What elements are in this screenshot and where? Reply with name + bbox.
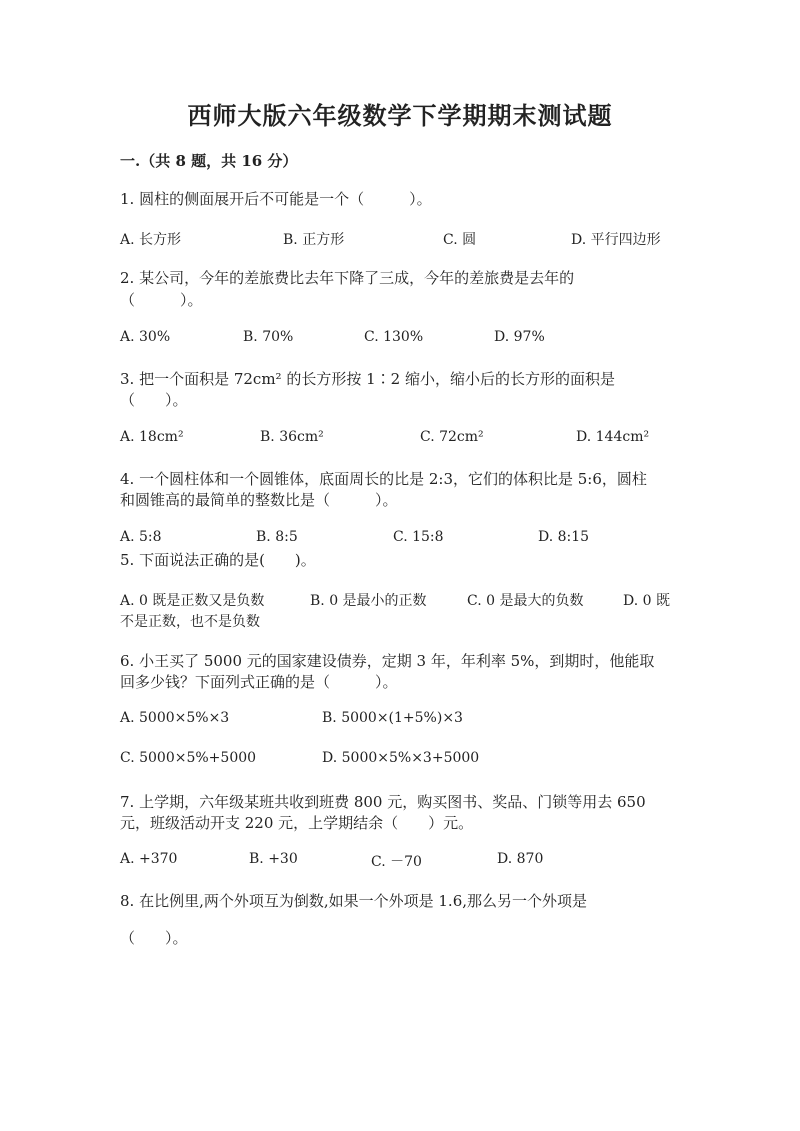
question-5-option-a: A. 0 既是正数又是负数	[120, 593, 265, 609]
question-4-text: 4. 一个圆柱体和一个圆锥体，底面周长的比是 2:3，它们的体积比是 5:6，圆柱	[120, 470, 647, 488]
question-4-option-a: A. 5:8	[120, 529, 162, 545]
question-3-option-b: B. 36cm²	[260, 429, 324, 445]
question-2-option-b: B. 70%	[243, 329, 294, 345]
question-2-option-d: D. 97%	[494, 329, 545, 345]
question-5-option-b: B. 0 是最小的正数	[310, 593, 427, 609]
question-5-option-d-cont: 不是正数，也不是负数	[120, 614, 260, 630]
question-4-option-d: D. 8:15	[538, 529, 590, 545]
question-3-option-a: A. 18cm²	[120, 429, 184, 445]
question-2-text: 2. 某公司，今年的差旅费比去年下降了三成，今年的差旅费是去年的	[120, 269, 575, 287]
question-2-option-a: A. 30%	[120, 329, 171, 345]
question-1-option-c: C. 圆	[443, 232, 477, 248]
question-3-option-d: D. 144cm²	[576, 429, 650, 445]
question-1-option-a: A. 长方形	[120, 232, 182, 248]
question-7-option-c: C. －70	[371, 854, 422, 870]
question-6-option-a: A. 5000×5%×3	[120, 710, 230, 726]
question-5-option-d: D. 0 既	[623, 593, 670, 609]
question-7-option-b: B. +30	[249, 851, 298, 867]
question-1-text: 1. 圆柱的侧面展开后不可能是一个（ ）。	[120, 190, 432, 208]
question-3-text-cont: （ ）。	[120, 391, 188, 409]
question-4-option-b: B. 8:5	[256, 529, 298, 545]
question-6-text-cont: 回多少钱？下面列式正确的是（ ）。	[120, 673, 398, 691]
question-8-text-cont: （ ）。	[120, 929, 188, 947]
page-title: 西师大版六年级数学下学期期末测试题	[187, 101, 613, 130]
question-7-option-a: A. +370	[120, 851, 178, 867]
question-4-text-cont: 和圆锥高的最简单的整数比是（ ）。	[120, 491, 398, 509]
question-2-option-c: C. 130%	[364, 329, 424, 345]
question-6-text: 6. 小王买了 5000 元的国家建设债券，定期 3 年，年利率 5%，到期时，他能取	[120, 652, 655, 670]
question-7-text-cont: 元，班级活动开支 220 元，上学期结余（ ）元。	[120, 814, 474, 832]
question-6-option-d: D. 5000×5%×3+5000	[322, 750, 480, 766]
question-6-option-c: C. 5000×5%+5000	[120, 750, 257, 766]
question-5-option-c: C. 0 是最大的负数	[467, 593, 584, 609]
question-7-text: 7. 上学期，六年级某班共收到班费 800 元，购买图书、奖品、门锁等用去 650	[120, 793, 646, 811]
question-4-option-c: C. 15:8	[393, 529, 444, 545]
section-heading: 一.（共 8 题，共 16 分）	[120, 152, 298, 170]
question-3-option-c: C. 72cm²	[420, 429, 484, 445]
question-7-option-d: D. 870	[497, 851, 544, 867]
question-5-text: 5. 下面说法正确的是( )。	[120, 551, 316, 569]
question-3-text: 3. 把一个面积是 72cm² 的长方形按 1∶2 缩小，缩小后的长方形的面积是	[120, 370, 615, 388]
question-2-text-cont: （ ）。	[120, 291, 203, 309]
question-8-text: 8. 在比例里,两个外项互为倒数,如果一个外项是 1.6,那么另一个外项是	[120, 892, 588, 910]
question-1-option-d: D. 平行四边形	[571, 232, 661, 248]
question-6-option-b: B. 5000×(1+5%)×3	[322, 710, 463, 726]
question-1-option-b: B. 正方形	[283, 232, 345, 248]
